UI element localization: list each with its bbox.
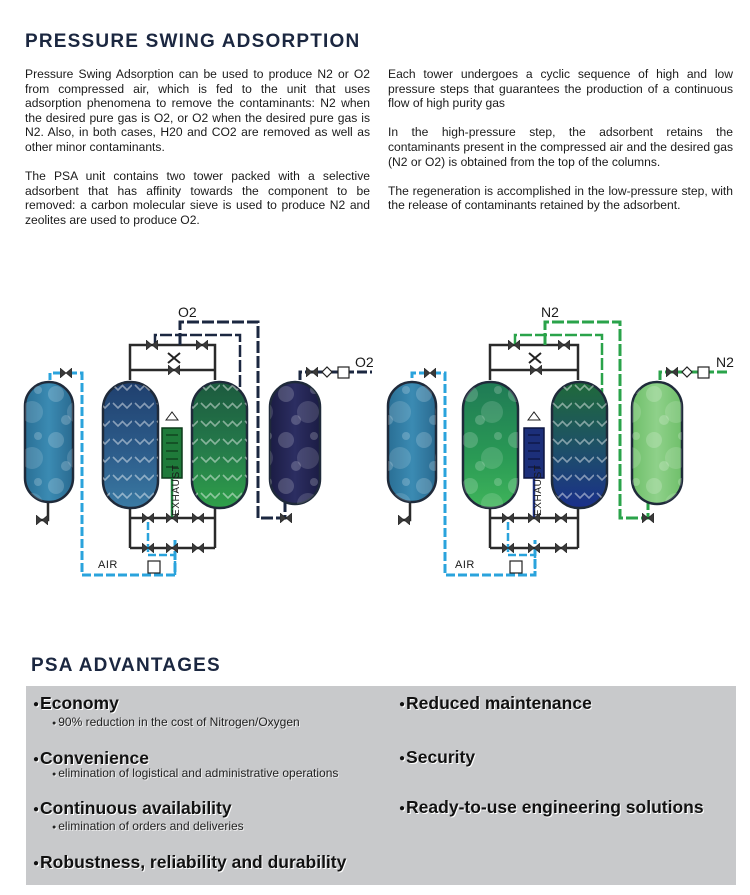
tank-bubbles <box>632 382 682 504</box>
regulator-icon <box>698 367 709 378</box>
advantage-security: ● Security <box>399 747 475 768</box>
valve-icon <box>306 367 318 377</box>
exhaust-label: EXHAUST <box>533 464 544 516</box>
valve-icon <box>146 340 158 350</box>
tower-sieve-pattern <box>103 382 158 508</box>
paragraph: Pressure Swing Adsorption can be used to produce N2 or O2 from compressed air, which is fed to the unit that uses adsorption phenomena to remove the contaminants: N2 when the desired pure gas is O2, or O2 when the desired pure gas is N2. Also, in both cases, H20 and CO2 are removed as well as other minor contaminants. <box>25 67 370 154</box>
tower-sieve-pattern <box>192 382 247 508</box>
air-label: AIR <box>455 559 475 571</box>
tank-bubbles <box>270 382 320 504</box>
valve-icon <box>196 340 208 350</box>
intro-right-column <box>388 67 733 228</box>
valve-icon <box>166 543 178 553</box>
valve-icon <box>280 513 292 523</box>
exhaust-label: EXHAUST <box>171 464 182 516</box>
valve-icon <box>555 543 567 553</box>
tower-sieve-pattern <box>552 382 607 508</box>
page-title: PRESSURE SWING ADSORPTION <box>25 31 361 52</box>
air-regulator-icon <box>510 561 522 573</box>
valve-icon <box>168 365 180 375</box>
valve-icon <box>36 515 48 525</box>
n2-diagram <box>388 304 734 575</box>
valve-icon <box>398 515 410 525</box>
tank-bubbles <box>25 382 73 502</box>
valve-icon <box>666 367 678 377</box>
tank-bubbles <box>463 382 518 508</box>
check-valve-icon <box>529 353 541 363</box>
valve-icon <box>502 513 514 523</box>
advantage-continuous-detail: ● elimination of orders and deliveries <box>52 819 244 833</box>
filter-icon <box>322 367 332 377</box>
psa-diagrams <box>0 290 750 610</box>
advantage-economy: ● Economy <box>33 693 119 714</box>
advantage-convenience-detail: ● elimination of logistical and administrative operations <box>52 766 338 780</box>
paragraph: The regeneration is accomplished in the low-pressure step, with the release of contaminants retained by the adsorbent. <box>388 183 733 213</box>
advantage-maintenance: ● Reduced maintenance <box>399 693 592 714</box>
intro-left-column <box>25 67 370 242</box>
paragraph: In the high-pressure step, the adsorbent retains the contaminants present in the compressed air and the desired gas (N2 or O2) is obtained from the top of the columns. <box>388 125 733 169</box>
advantages-title: PSA ADVANTAGES <box>31 655 221 676</box>
valve-icon <box>424 368 436 378</box>
valve-icon <box>558 340 570 350</box>
n2-output-label: N2 <box>716 354 734 370</box>
paragraph: The PSA unit contains two tower packed with a selective adsorbent that has affinity towards the component to be removed: a carbon molecular sieve is used to produce N2 and zeolites are used to produce O2. <box>25 169 370 227</box>
valve-icon <box>192 543 204 553</box>
valve-icon <box>60 368 72 378</box>
paragraph: Each tower undergoes a cyclic sequence of high and low pressure steps that guarantees the production of a continuous flow of high purity gas <box>388 67 733 111</box>
valve-icon <box>530 365 542 375</box>
o2-output-label: O2 <box>355 354 374 370</box>
top-manifold <box>490 345 578 380</box>
advantage-continuous: ● Continuous availability <box>33 798 232 819</box>
advantage-ready: ● Ready-to-use engineering solutions <box>399 797 704 818</box>
top-manifold <box>130 345 215 380</box>
regulator-icon <box>338 367 349 378</box>
valve-icon <box>555 513 567 523</box>
exhaust-arrow-icon <box>528 412 540 420</box>
tank-bubbles <box>388 382 436 502</box>
filter-icon <box>682 367 692 377</box>
valve-icon <box>192 513 204 523</box>
o2-top-label: O2 <box>178 304 197 320</box>
valve-icon <box>142 513 154 523</box>
check-valve-icon <box>168 353 180 363</box>
n2-top-label: N2 <box>541 304 559 320</box>
advantage-robustness: ● Robustness, reliability and durability <box>33 852 346 873</box>
advantage-economy-detail: ● 90% reduction in the cost of Nitrogen/Oxygen <box>52 715 300 729</box>
air-label: AIR <box>98 559 118 571</box>
advantage-convenience: ● Convenience <box>33 748 149 769</box>
air-regulator-icon <box>148 561 160 573</box>
exhaust-arrow-icon <box>166 412 178 420</box>
o2-diagram <box>25 304 374 575</box>
